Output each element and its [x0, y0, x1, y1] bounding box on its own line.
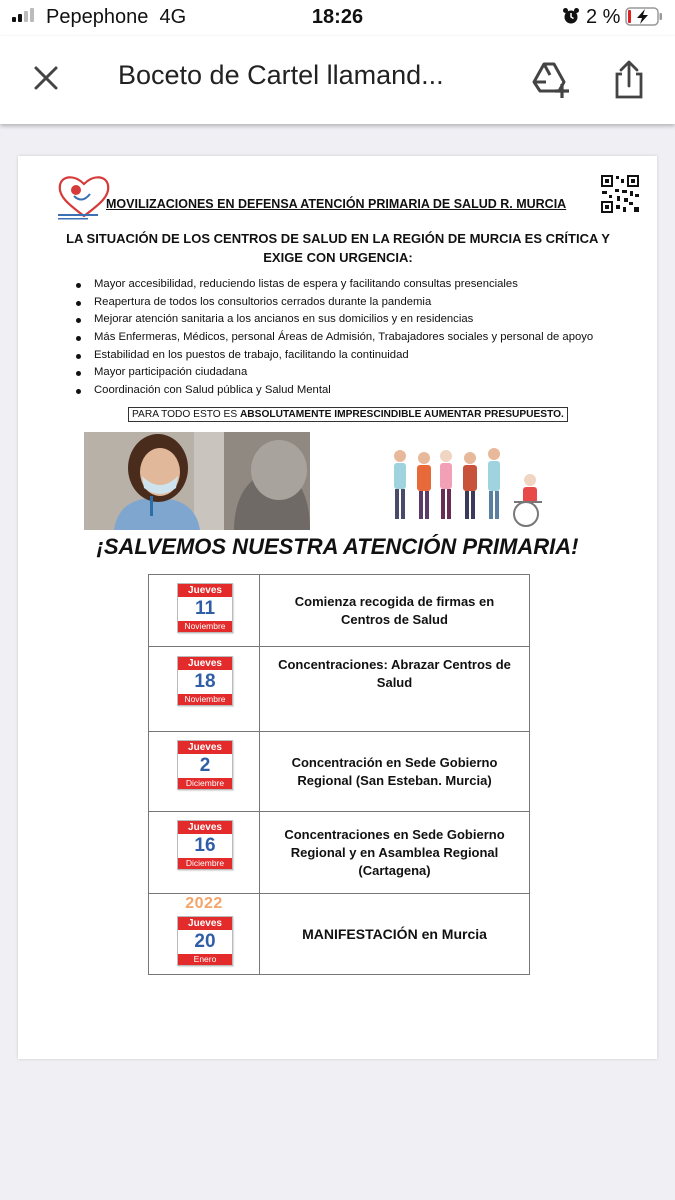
date-cell	[149, 894, 260, 974]
nurse-photo	[84, 432, 310, 530]
health-association-logo	[54, 170, 114, 222]
list-item: Mayor participación ciudadana	[74, 364, 593, 382]
event-description: Concentración en Sede Gobierno Regional (San Esteban. Murcia)	[291, 754, 498, 788]
calendar-weekday: Jueves	[178, 741, 232, 754]
battery-charging-icon	[625, 7, 663, 26]
calendar-month: Diciembre	[178, 778, 232, 789]
calendar-icon	[177, 656, 233, 706]
status-bar	[0, 0, 675, 36]
battery-percent: 2 %	[586, 6, 621, 28]
table-row	[149, 894, 529, 974]
list-item: Más Enfermeras, Médicos, personal Áreas de Admisión, Trabajadores sociales y personal de apoyo	[74, 329, 593, 347]
budget-note: PARA TODO ESTO ES ABSOLUTAMENTE IMPRESCINDIBLE AUMENTAR PRESUPUESTO.	[128, 407, 568, 422]
document-page[interactable]	[18, 156, 657, 1059]
calendar-day: 20	[194, 931, 216, 952]
table-row	[149, 575, 529, 647]
list-item: Coordinación con Salud pública y Salud Mental	[74, 382, 593, 400]
list-item: Reapertura de todos los consultorios cerrados durante la pandemia	[74, 294, 593, 312]
budget-note-emphasis: ABSOLUTAMENTE IMPRESCINDIBLE AUMENTAR PRESUPUESTO.	[239, 409, 564, 420]
schedule-table	[148, 574, 530, 975]
date-cell	[149, 647, 260, 731]
calendar-month: Diciembre	[178, 858, 232, 869]
list-item: Mayor accesibilidad, reduciendo listas de espera y facilitando consultas presenciales	[74, 276, 593, 294]
list-item: Mejorar atención sanitaria a los ancianos en sus domicilios y en residencias	[74, 311, 593, 329]
elderly-care-illustration	[380, 440, 560, 530]
add-to-drive-icon[interactable]	[530, 58, 572, 100]
qr-code	[600, 174, 640, 214]
table-row	[149, 812, 529, 894]
clock: 18:26	[311, 6, 364, 28]
demands-list	[74, 276, 593, 400]
event-description: Comienza recogida de firmas en Centros de Salud	[294, 593, 495, 627]
calendar-weekday: Jueves	[178, 821, 232, 834]
document-heading: LA SITUACIÓN DE LOS CENTROS DE SALUD EN LA REGIÓN DE MURCIA ES CRÍTICA Y EXIGE CON URGENCIA:	[66, 231, 610, 265]
document-title: Boceto de Cartel llamand...	[118, 60, 444, 90]
calendar-icon	[177, 583, 233, 633]
date-cell	[149, 575, 260, 646]
slogan: ¡SALVEMOS NUESTRA ATENCIÓN PRIMARIA!	[96, 534, 579, 559]
event-description: Concentraciones: Abrazar Centros de Salud	[278, 657, 511, 690]
document-main-title: MOVILIZACIONES EN DEFENSA ATENCIÓN PRIMARIA DE SALUD R. MURCIA	[106, 197, 567, 211]
calendar-month: Noviembre	[178, 621, 232, 632]
calendar-weekday: Jueves	[178, 584, 232, 597]
table-row	[149, 732, 529, 812]
date-cell	[149, 812, 260, 893]
viewer-toolbar	[0, 36, 675, 124]
calendar-day: 18	[194, 671, 216, 692]
calendar-icon	[177, 820, 233, 870]
carrier-label: Pepephone 4G	[46, 6, 187, 28]
close-icon[interactable]	[28, 60, 64, 96]
event-description: Concentraciones en Sede Gobierno Regional y en Asamblea Regional (Cartagena)	[284, 826, 505, 878]
calendar-month: Noviembre	[178, 694, 232, 705]
calendar-weekday: Jueves	[178, 917, 232, 930]
event-description: MANIFESTACIÓN en Murcia	[302, 926, 487, 942]
network-label: 4G	[159, 6, 187, 28]
calendar-year: 2022	[185, 895, 223, 912]
calendar-month: Enero	[178, 954, 232, 965]
calendar-weekday: Jueves	[178, 657, 232, 670]
alarm-icon	[562, 7, 580, 25]
table-row	[149, 647, 529, 732]
calendar-day: 11	[194, 598, 216, 619]
calendar-day: 2	[199, 755, 211, 776]
calendar-day: 16	[194, 835, 216, 856]
list-item: Estabilidad en los puestos de trabajo, facilitando la continuidad	[74, 347, 593, 365]
calendar-icon	[177, 740, 233, 790]
calendar-icon	[177, 916, 233, 966]
share-icon[interactable]	[610, 58, 648, 100]
date-cell	[149, 732, 260, 811]
